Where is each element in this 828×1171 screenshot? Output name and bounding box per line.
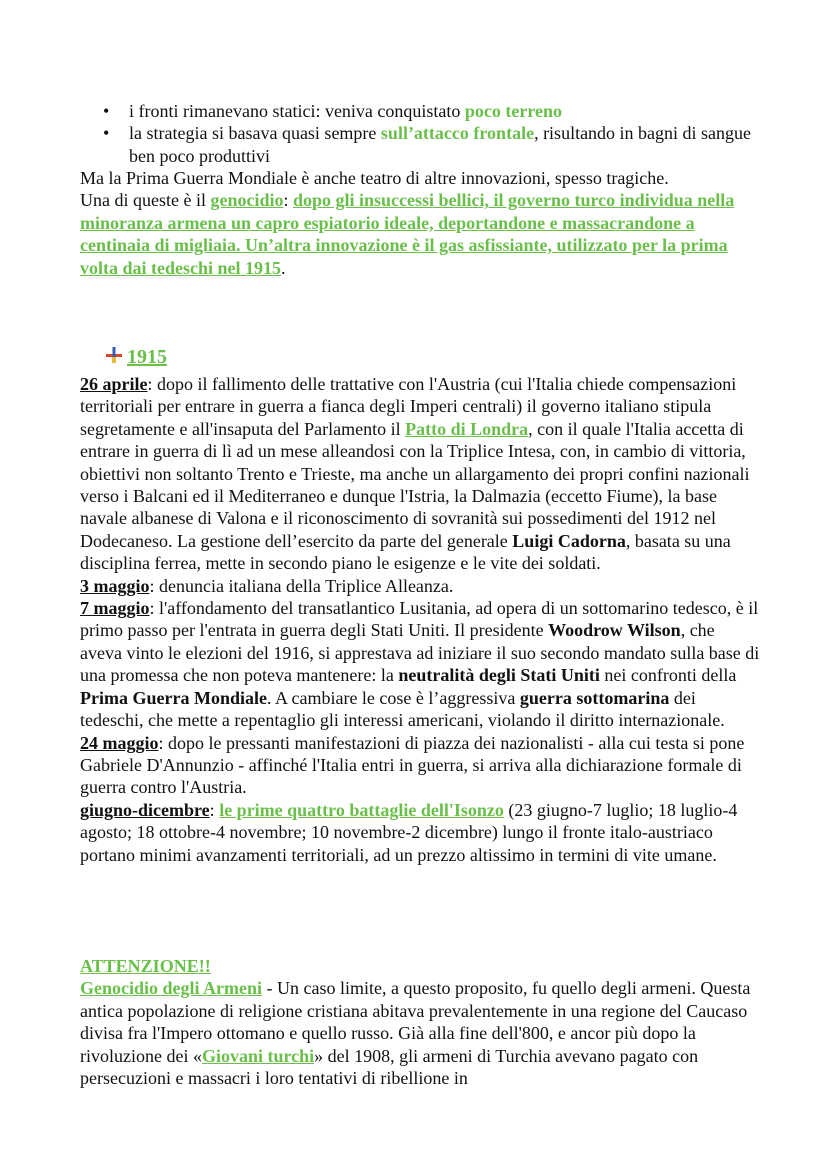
genocidio-link[interactable]: genocidio	[210, 190, 284, 211]
giovani-turchi-link[interactable]: Giovani turchi	[201, 1045, 315, 1066]
isonzo-link[interactable]: le prime quattro battaglie dell'Isonzo	[219, 799, 504, 820]
bullet-list	[103, 100, 753, 167]
list-item: • la strategia si basava quasi sempre sull’attacco frontale, risultando in bagni di sangue ben poco produttivi	[103, 123, 752, 166]
patto-di-londra-link[interactable]: Patto di Londra	[405, 418, 529, 439]
date-label: 3 maggio	[80, 575, 150, 596]
pin-icon	[103, 345, 125, 365]
date-label: giugno-dicembre	[80, 799, 210, 820]
highlight-text: dopo gli insuccessi bellici, il governo turco individua nella minoranza armena un capro espiatorio ideale, deportandone e massacrandone a centinaia di migliaia. Un’altra innovazione è il gas asfissiante, utilizzato per la prima volta dai tedeschi nel 1915	[80, 190, 735, 278]
events-text: 26 aprile: dopo il fallimento delle trattative con l'Austria (cui l'Italia chiede compensazioni territoriali per entrare in guerra a fianca degli Imperi centrali) il governo italiano stipula segretamente e all'insaputa del Parlamento il Patto di Londra, con il quale l'Italia accetta di entrare in guerra di lì ad un mese alleandosi con la Triplice Intesa, con, in cambio di vittoria, obiettivi non soltanto Trento e Trieste, ma anche un allargamento dei propri confini nazionali verso i Balcani ed il Mediterraneo e dunque l'Istria, la Dalmazia (eccetto Fiume), la base navale albanese di Valona e il riconoscimento di sovranità sui possedimenti del 1912 nel Dodecaneso. La gestione dell’esercito da parte del generale Luigi Cadorna, basata su una disciplina ferrea, mette in secondo piano le esigenze e le vite dei soldati. 3 maggio: denuncia italiana della Triplice Alleanza. 7 maggio: l'affondamento del transatlantico Lusitania, ad opera di un sottomarino tedesco, è il primo passo per l'entrata in guerra degli Stati Uniti. Il presidente Woodrow Wilson, che aveva vinto le elezioni del 1916, si apprestava ad iniziare il suo secondo mandato sulla base di una promessa che non poteva mantenere: la neutralità degli Stati Uniti nei confronti della Prima Guerra Mondiale. A cambiare le cose è l’aggressiva guerra sottomarina dei tedeschi, che mette a repentaglio gli interessi americani, violando il diritto internazionale. 24 maggio: dopo le pressanti manifestazioni di piazza dei nazionalisti - alla cui testa si pone Gabriele D'Annunzio - affinché l'Italia entri in guerra, si arriva alla dichiarazione formale di guerra contro l'Austria. giugno-dicembre: le prime quattro battaglie dell'Isonzo (23 giugno-7 luglio; 18 luglio-4 agosto; 18 ottobre-4 novembre; 10 novembre-2 dicembre) lungo il fronte italo-austriaco portano minimi avanzamenti territoriali, ad un prezzo altissimo in termini di vite umane.	[80, 374, 760, 865]
highlight-text: sull’attacco frontale	[380, 123, 535, 144]
date-label: 7 maggio	[80, 598, 150, 619]
date-label: 24 maggio	[80, 732, 159, 753]
bullet-icon: •	[103, 123, 110, 144]
year-heading: 1915	[127, 346, 167, 368]
attention-block: ATTENZIONE!! Genocidio degli Armeni - Un caso limite, a questo proposito, fu quello degli armeni. Questa antica popolazione di religione cristiana abitava prevalentemente in una regione del Caucaso divisa fra l'Impero ottomano e quello russo. Già alla fine dell'800, e ancor più dopo la rivoluzione dei «Giovani turchi» del 1908, gli armeni di Turchia avevano pagato con persecuzioni e massacri i loro tentativi di ribellione in	[80, 956, 751, 1089]
section-heading	[103, 345, 167, 368]
list-item: • i fronti rimanevano statici: veniva conquistato poco terreno	[103, 101, 563, 121]
attention-title: ATTENZIONE!!	[80, 956, 211, 976]
genocidio-armeni-link[interactable]: Genocidio degli Armeni	[80, 978, 262, 999]
highlight-text: poco terreno	[464, 101, 563, 121]
intro-paragraph: Ma la Prima Guerra Mondiale è anche teatro di altre innovazioni, spesso tragiche. Una di queste è il genocidio: dopo gli insuccessi bellici, il governo turco individua nella minoranza armena un capro espiatorio ideale, deportandone e massacrandone a centinaia di migliaia. Un’altra innovazione è il gas asfissiante, utilizzato per la prima volta dai tedeschi nel 1915.	[80, 168, 735, 278]
bullet-icon: •	[103, 101, 110, 121]
date-label: 26 aprile	[80, 374, 148, 394]
